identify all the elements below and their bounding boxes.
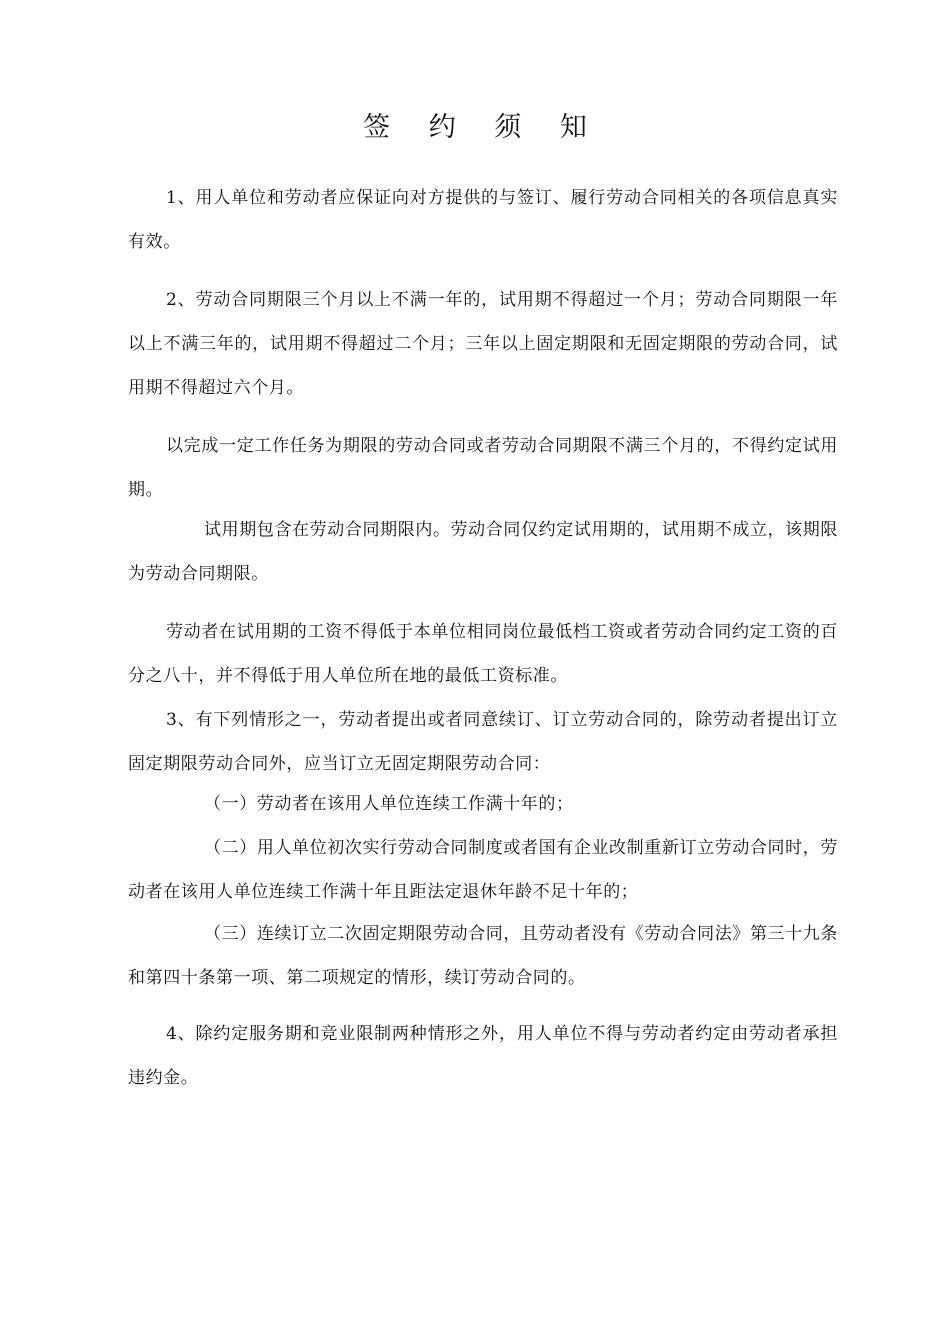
- paragraph-probation-wage: 劳动者在试用期的工资不得低于本单位相同岗位最低档工资或者劳动合同约定工资的百分之八十，并不得低于用人单位所在地的最低工资标准。: [128, 622, 838, 686]
- document-title: 签 约 须 知: [363, 112, 602, 143]
- paragraph-task-based-contract: 以完成一定工作任务为期限的劳动合同或者劳动合同期限不满三个月的，不得约定试用期。: [128, 436, 838, 500]
- paragraph-2-probation-limits: 2、劳动合同期限三个月以上不满一年的，试用期不得超过一个月；劳动合同期限一年以上不满三年的，试用期不得超过二个月；三年以上固定期限和无固定期限的劳动合同，试用期不得超过六个月。: [128, 290, 838, 398]
- paragraph-3-open-ended-contract: 3、有下列情形之一，劳动者提出或者同意续订、订立劳动合同的，除劳动者提出订立固定期限劳动合同外，应当订立无固定期限劳动合同：: [128, 710, 838, 774]
- list-item-case-1: （一）劳动者在该用人单位连续工作满十年的；: [204, 794, 574, 814]
- paragraph-1-info-truthfulness: 1、用人单位和劳动者应保证向对方提供的与签订、履行劳动合同相关的各项信息真实有效。: [128, 188, 838, 252]
- list-item-case-2: （二）用人单位初次实行劳动合同制度或者国有企业改制重新订立劳动合同时，劳动者在该用人单位连续工作满十年且距法定退休年龄不足十年的；: [128, 838, 838, 902]
- list-item-case-3: （三）连续订立二次固定期限劳动合同，且劳动者没有《劳动合同法》第三十九条和第四十条第一项、第二项规定的情形，续订劳动合同的。: [128, 924, 838, 988]
- paragraph-probation-included: 试用期包含在劳动合同期限内。劳动合同仅约定试用期的，试用期不成立，该期限为劳动合同期限。: [128, 520, 838, 584]
- paragraph-4-penalty-restriction: 4、除约定服务期和竞业限制两种情形之外，用人单位不得与劳动者约定由劳动者承担违约金。: [128, 1024, 838, 1088]
